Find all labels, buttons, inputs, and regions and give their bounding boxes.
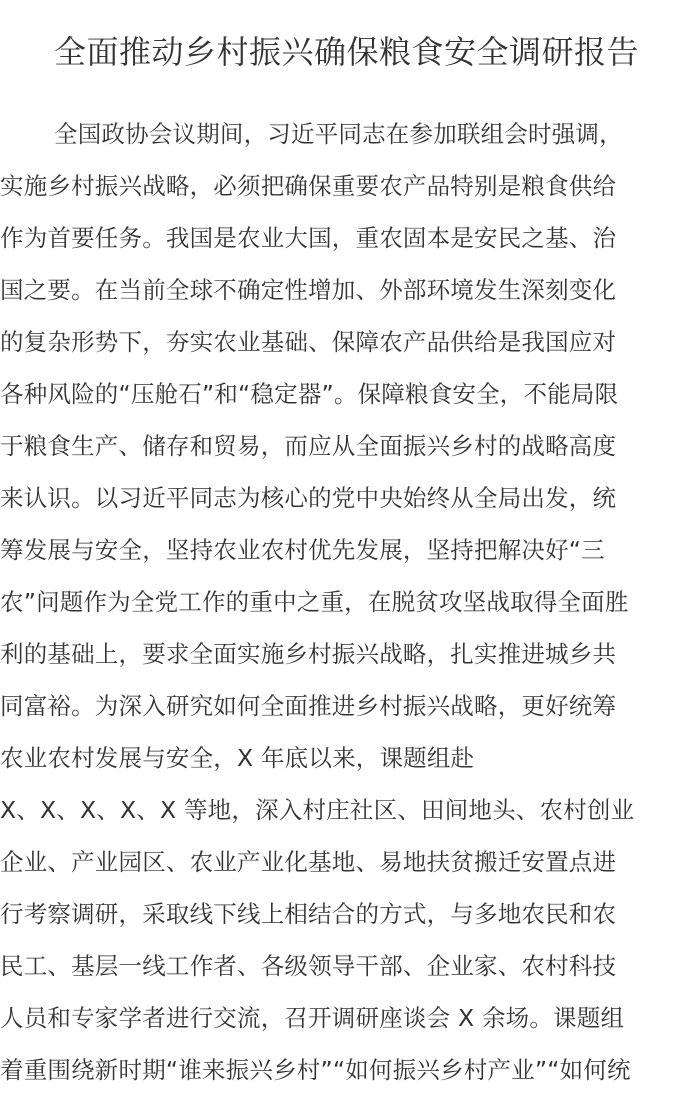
paragraph-line: 实施乡村振兴战略，必须把确保重要农产品特别是粮食供给 [0, 172, 617, 200]
paragraph-line: 同富裕。为深入研究如何全面推进乡村振兴战略，更好统筹 [0, 692, 617, 720]
paragraph-line: 行考察调研，采取线下线上相结合的方式，与多地农民和农 [0, 900, 617, 928]
document-title: 全面推动乡村振兴确保粮食安全调研报告 [53, 33, 639, 71]
paragraph-line: 农”问题作为全党工作的重中之重，在脱贫攻坚战取得全面胜 [0, 588, 629, 616]
paragraph-line: 农业农村发展与安全，X 年底以来，课题组赴 [0, 744, 475, 772]
paragraph-line: 的复杂形势下，夯实农业基础、保障农产品供给是我国应对 [0, 328, 617, 356]
paragraph-line: 筹发展与安全，坚持农业农村优先发展，坚持把解决好“三 [0, 536, 605, 564]
paragraph-line: 全国政协会议期间，习近平同志在参加联组会时强调， [54, 120, 623, 148]
document-body [0, 108, 693, 1096]
paragraph-line: 企业、产业园区、农业产业化基地、易地扶贫搬迁安置点进 [0, 848, 617, 876]
paragraph-line: 人员和专家学者进行交流，召开调研座谈会 X 余场。课题组 [0, 1004, 625, 1032]
paragraph-line: 作为首要任务。我国是农业大国，重农固本是安民之基、治 [0, 224, 617, 252]
paragraph-line: 来认识。以习近平同志为核心的党中央始终从全局出发，统 [0, 484, 617, 512]
paragraph-line: 各种风险的“压舱石”和“稳定器”。保障粮食安全，不能局限 [0, 380, 619, 408]
paragraph-line: 民工、基层一线工作者、各级领导干部、企业家、农村科技 [0, 952, 617, 980]
paragraph-line: 于粮食生产、储存和贸易，而应从全面振兴乡村的战略高度 [0, 432, 617, 460]
paragraph-line: X、X、X、X、X 等地，深入村庄社区、田间地头、农村创业 [0, 796, 635, 824]
paragraph-line: 国之要。在当前全球不确定性增加、外部环境发生深刻变化 [0, 276, 617, 304]
paragraph-line: 利的基础上，要求全面实施乡村振兴战略，扎实推进城乡共 [0, 640, 617, 668]
paragraph-line: 着重围绕新时期“谁来振兴乡村”“如何振兴乡村产业”“如何统 [0, 1056, 631, 1084]
